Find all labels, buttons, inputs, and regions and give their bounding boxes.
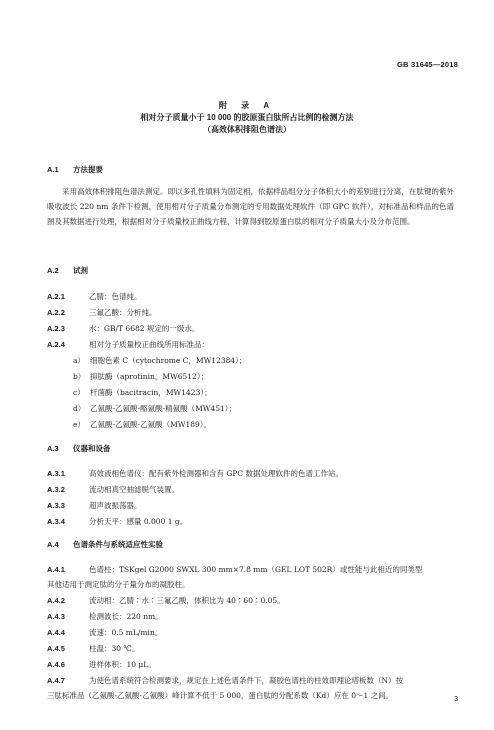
clause-number: A.2.1 bbox=[47, 292, 65, 301]
clause-text: 色谱柱：TSKgel G2000 SWXL 300 mm×7.8 mm（GEL LOT 502R）或性能与此相近的同类型 bbox=[89, 565, 423, 574]
clause-a3-3 bbox=[47, 498, 459, 513]
paragraph-text: 采用高效体积排阻色谱法测定。即以多孔性填料为固定相，依据样品组分分子体积大小的差别进行分离，在肽键的紫外吸收波长 220 nm 条件下检测，使用相对分子质量分布测定的专用数据处理软件（即 GPC 软件），对标准品和样品的色谱图及其数据进行处理，根据相对分子质量校正曲线方程，计算得到胶原蛋白肽的相对分子质量大小及分布范围。 bbox=[47, 187, 454, 227]
clause-number: A.4.6 bbox=[47, 660, 65, 669]
list-marker: d） bbox=[73, 404, 86, 413]
clause-a3-1 bbox=[47, 466, 459, 481]
appendix-subtitle: （高效体积排阻色谱法） bbox=[203, 125, 291, 134]
clause-text: 高效液相色谱仪：配有紫外检测器和含有 GPC 数据处理软件的色谱工作站。 bbox=[89, 469, 344, 478]
appendix-title: 相对分子质量小于 10 000 的胶原蛋白肽所占比例的检测方法 bbox=[140, 113, 354, 122]
standard-item-d bbox=[73, 401, 453, 416]
clause-a4-1 bbox=[47, 562, 459, 592]
clause-a3-2 bbox=[47, 482, 459, 497]
standard-item-b bbox=[73, 369, 453, 384]
list-text: 杆菌酶（bacitracin，MW1423）； bbox=[90, 388, 212, 397]
list-marker: e） bbox=[73, 420, 85, 429]
clause-text: 流动相真空抽滤脱气装置。 bbox=[89, 485, 179, 494]
section-heading-a4 bbox=[47, 540, 163, 550]
clause-text-continued: 三肽标准品（乙氨酸-乙氨酸-乙氨酸）峰计算不低于 5 000，蛋白肽的分配系数（Kd）应在 0～1 之间。 bbox=[47, 691, 394, 700]
clause-a4-6 bbox=[47, 657, 459, 672]
clause-a4-2 bbox=[47, 593, 459, 608]
clause-text: 进样体积：10 μL。 bbox=[89, 660, 156, 669]
section-a1-paragraph bbox=[47, 184, 454, 230]
section-heading-a3 bbox=[47, 444, 111, 454]
clause-text: 流速：0.5 mL/min。 bbox=[89, 628, 163, 637]
standard-item-a bbox=[73, 353, 453, 368]
list-text: 乙氨酸-乙氨酸-乙氨酸（MW189）。 bbox=[90, 420, 212, 429]
section-title: 方法提要 bbox=[73, 165, 103, 174]
clause-number: A.2.4 bbox=[47, 340, 65, 349]
clause-number: A.2.2 bbox=[47, 308, 65, 317]
section-number: A.2 bbox=[47, 266, 59, 275]
clause-a4-5 bbox=[47, 641, 459, 656]
page-number: 3 bbox=[454, 696, 458, 703]
clause-text-continued: 其他适用于测定肽的分子量分布的凝胶柱。 bbox=[47, 580, 190, 589]
list-text: 抑肽酶（aprotinin，MW6512）； bbox=[90, 372, 209, 381]
clause-text: 为使色谱系统符合检测要求，规定在上述色谱条件下，凝胶色谱柱的柱效即理论塔板数（N）按 bbox=[89, 676, 404, 685]
clause-a2-1 bbox=[47, 289, 459, 304]
clause-number: A.3.1 bbox=[47, 469, 65, 478]
clause-text: 乙腈：色谱纯。 bbox=[89, 292, 142, 301]
clause-text: 三氟乙酸：分析纯。 bbox=[89, 308, 157, 317]
clause-a2-3 bbox=[47, 321, 459, 336]
clause-number: A.4.5 bbox=[47, 644, 65, 653]
section-number: A.3 bbox=[47, 444, 59, 453]
clause-a4-7 bbox=[47, 673, 459, 703]
section-number: A.1 bbox=[47, 165, 59, 174]
section-heading-a1 bbox=[47, 165, 103, 175]
clause-number: A.3.2 bbox=[47, 485, 65, 494]
clause-a4-3 bbox=[47, 609, 459, 624]
section-title: 仪器和设备 bbox=[73, 444, 111, 453]
section-title: 色谱条件与系统适应性实验 bbox=[73, 540, 163, 549]
clause-number: A.4.2 bbox=[47, 596, 65, 605]
clause-text: 水：GB/T 6682 规定的一级水。 bbox=[89, 324, 200, 333]
list-text: 细胞色素 C（cytochrome C，MW12384）； bbox=[90, 356, 247, 365]
clause-number: A.3.4 bbox=[47, 517, 65, 526]
list-marker: c） bbox=[73, 388, 85, 397]
clause-text: 相对分子质量校正曲线所用标准品： bbox=[89, 340, 209, 349]
clause-a3-4 bbox=[47, 514, 459, 529]
clause-number: A.4.4 bbox=[47, 628, 65, 637]
section-title: 试剂 bbox=[73, 266, 88, 275]
list-marker: b） bbox=[73, 372, 86, 381]
section-number: A.4 bbox=[47, 540, 59, 549]
list-marker: a） bbox=[73, 356, 85, 365]
clause-number: A.2.3 bbox=[47, 324, 65, 333]
appendix-header bbox=[0, 100, 494, 136]
clause-number: A.4.7 bbox=[47, 676, 65, 685]
clause-text: 柱温：30 ℃。 bbox=[89, 644, 140, 653]
clause-a4-4 bbox=[47, 625, 459, 640]
clause-a2-4 bbox=[47, 337, 459, 352]
clause-text: 流动相：乙腈∶水∶三氟乙酸，体积比为 40∶60∶0.05。 bbox=[89, 596, 285, 605]
clause-text: 分析天平：感量 0.000 1 g。 bbox=[89, 517, 188, 526]
clause-a2-2 bbox=[47, 305, 459, 320]
appendix-label: 附 录 A bbox=[218, 101, 276, 110]
list-text: 乙氨酸-乙氨酸-酪氨酸-精氨酸（MW451）； bbox=[90, 404, 237, 413]
clause-number: A.4.1 bbox=[47, 565, 65, 574]
clause-number: A.3.3 bbox=[47, 501, 65, 510]
standard-number: GB 31645—2018 bbox=[397, 60, 458, 69]
standard-item-c bbox=[73, 385, 453, 400]
section-heading-a2 bbox=[47, 266, 88, 276]
standard-item-e bbox=[73, 417, 453, 432]
clause-text: 检测波长：220 nm。 bbox=[89, 612, 163, 621]
clause-text: 超声波振荡器。 bbox=[89, 501, 142, 510]
clause-number: A.4.3 bbox=[47, 612, 65, 621]
